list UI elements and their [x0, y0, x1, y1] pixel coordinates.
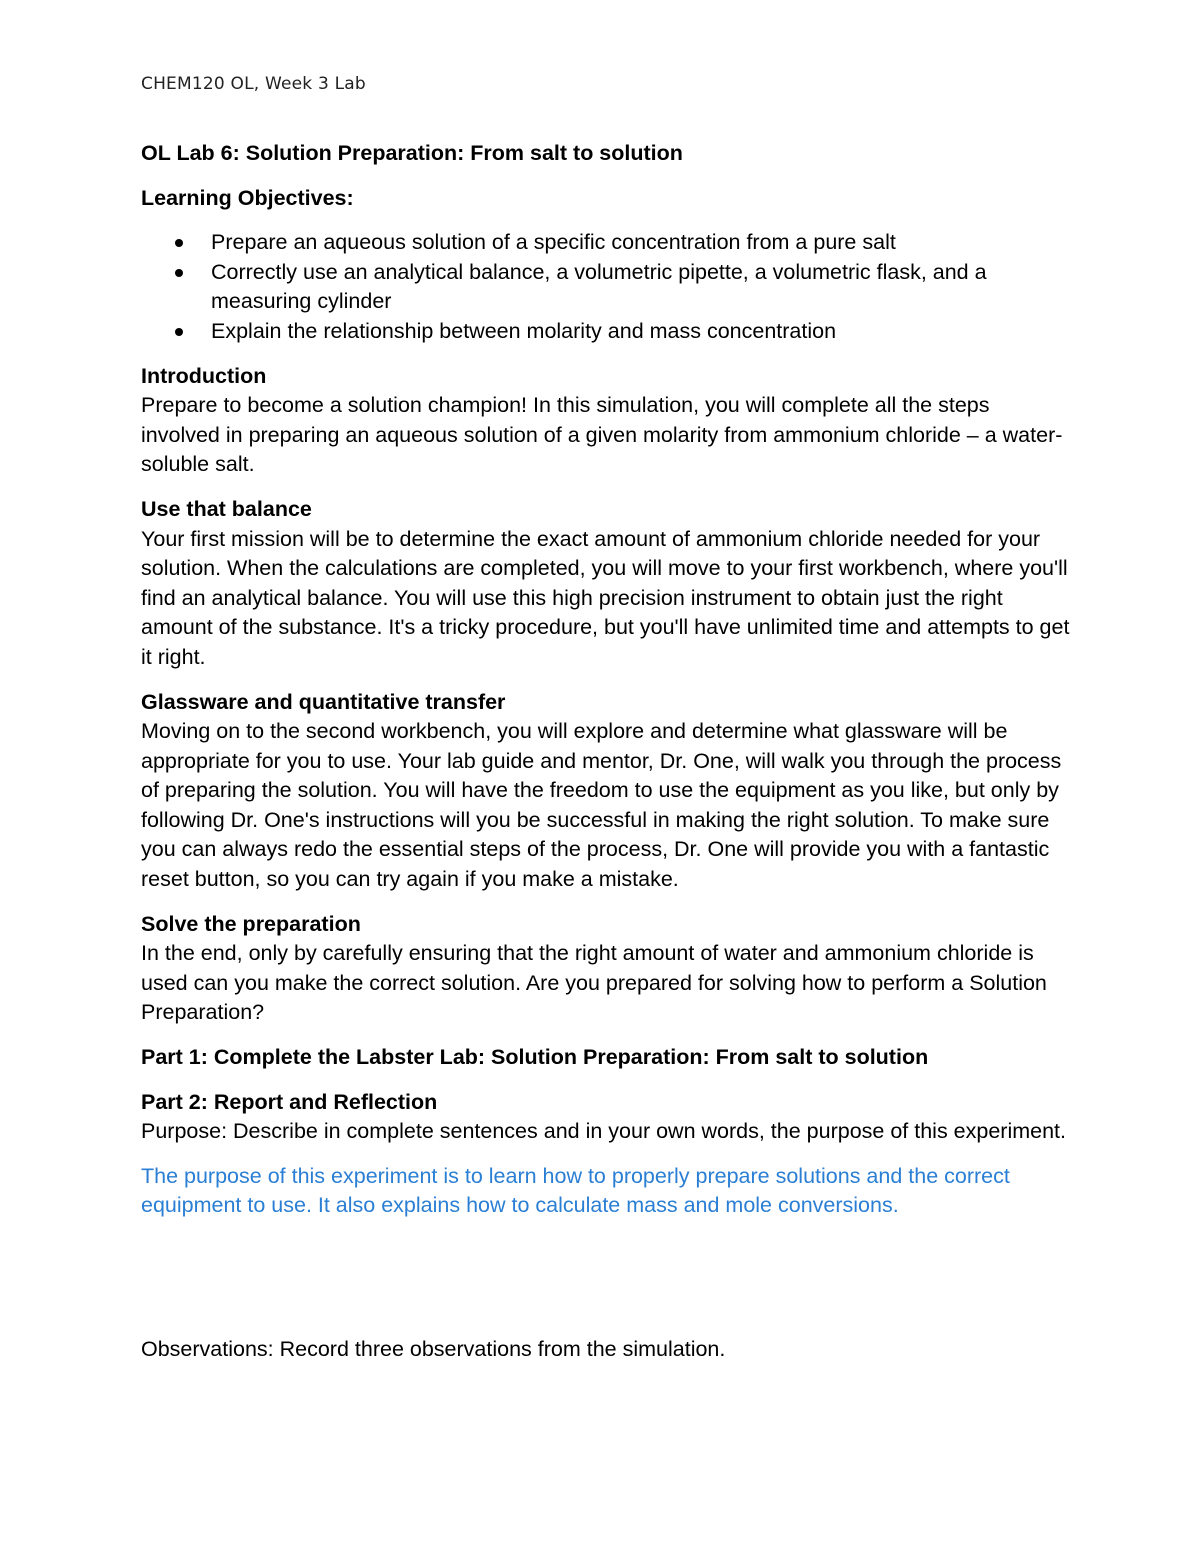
solve-text: In the end, only by carefully ensuring that the right amount of water and ammonium chloride is used can you make the correct solution. Are you prepared for solving how to perform a Solution Preparation?: [141, 941, 1047, 1025]
introduction-section: [141, 362, 1071, 480]
purpose-answer[interactable]: The purpose of this experiment is to learn how to properly prepare solutions and the correct equipment to use. It also explains how to calculate mass and mole conversions.: [141, 1163, 1010, 1218]
balance-text: Your first mission will be to determine the exact amount of ammonium chloride needed for your solution. When the calculations are completed, you will move to your first workbench, where you'll find an analytical balance. You will use this high precision instrument to obtain just the right amount of the substance. It's a tricky procedure, but you'll have unlimited time and attempts to get it right.: [141, 526, 1070, 669]
objective-item: Prepare an aqueous solution of a specific concentration from a pure salt: [141, 228, 1071, 258]
part1-heading: Part 1: Complete the Labster Lab: Solution Preparation: From salt to solution: [141, 1045, 929, 1070]
learning-objectives-heading: Learning Objectives:: [141, 185, 354, 210]
objective-item: Correctly use an analytical balance, a volumetric pipette, a volumetric flask, and a measuring cylinder: [141, 258, 1071, 317]
glassware-text: Moving on to the second workbench, you will explore and determine what glassware will be appropriate for you to use. Your lab guide and mentor, Dr. One, will walk you through the process of preparing the solution. You will have the freedom to use the equipment as you like, but only by following Dr. One's instructions will you be successful in making the right solution. To make sure you can always redo the essential steps of the process, Dr. One will provide you with a fantastic reset button, so you can try again if you make a mistake.: [141, 719, 1062, 892]
balance-section: [141, 495, 1071, 673]
introduction-heading: Introduction: [141, 363, 267, 388]
balance-heading: Use that balance: [141, 496, 312, 521]
part2-heading: Part 2: Report and Reflection: [141, 1089, 438, 1114]
objective-item: Explain the relationship between molarity and mass concentration: [141, 317, 1071, 347]
part2-section: [141, 1088, 1071, 1147]
glassware-heading: Glassware and quantitative transfer: [141, 689, 506, 714]
introduction-text: Prepare to become a solution champion! In this simulation, you will complete all the steps involved in preparing an aqueous solution of a given molarity from ammonium chloride – a water-soluble salt.: [141, 393, 1063, 477]
learning-objectives-list: [141, 228, 1071, 346]
solve-heading: Solve the preparation: [141, 911, 361, 936]
solve-section: [141, 910, 1071, 1028]
blank-space: [141, 1236, 1071, 1335]
page-header: CHEM120 OL, Week 3 Lab: [141, 74, 366, 94]
document-body: [141, 139, 1071, 1380]
glassware-section: [141, 688, 1071, 895]
lab-title: OL Lab 6: Solution Preparation: From salt to solution: [141, 141, 683, 165]
observations-prompt: Observations: Record three observations from the simulation.: [141, 1337, 726, 1361]
purpose-prompt: Purpose: Describe in complete sentences and in your own words, the purpose of this experiment.: [141, 1119, 1066, 1144]
